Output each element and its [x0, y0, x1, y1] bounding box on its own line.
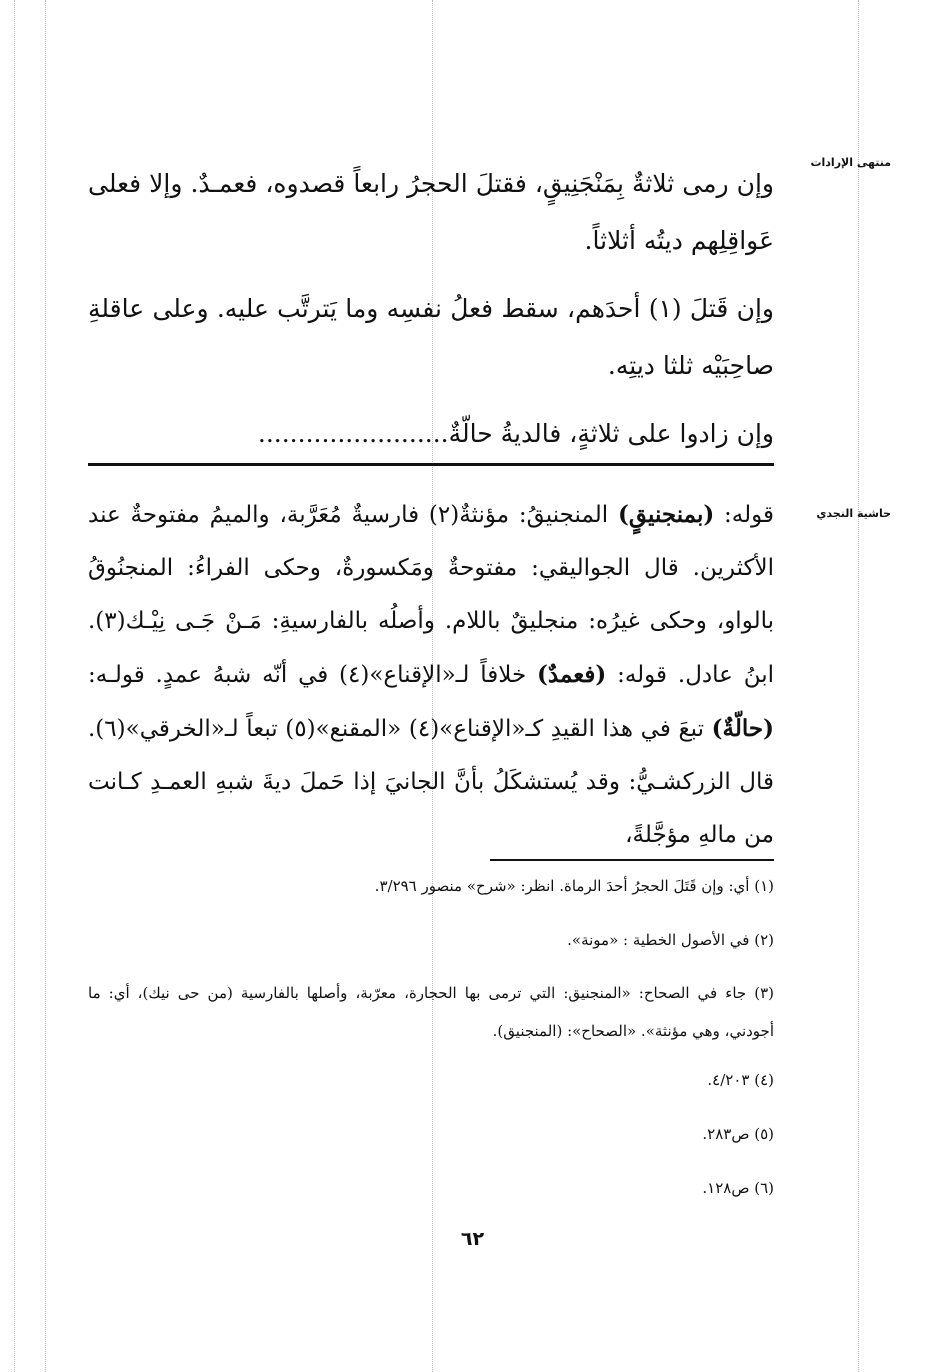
commentary-paragraph — [88, 488, 774, 862]
main-paragraph: وإن قَتلَ (١) أحدَهم، سقط فعلُ نفسِه وما يَترتَّب عليه. وعلى عاقلةِ صاحِبَيْه ثلثا ديتِه. — [88, 294, 774, 380]
section-divider — [88, 463, 774, 466]
footnotes — [88, 866, 774, 1222]
commentary-segment: خلافاً لـ«الإقناع»(٤) في أنّه شبهُ عمدٍ. قولـه: — [88, 662, 538, 688]
footnote-divider — [490, 859, 774, 861]
commentary-segment: قوله: — [714, 502, 775, 528]
footnote: (٥) ص٢٨٣. — [702, 1125, 774, 1143]
footnote: (٤) ٤/٢٠٣. — [707, 1071, 774, 1089]
main-text — [88, 155, 774, 462]
margin-guide — [45, 0, 46, 1372]
footnote: (٣) جاء في الصحاح: «المنجنيق: التي ترمى بها الحجارة، معرّبة، وأصلها بالفارسية (من حى نيك)، أي: ما أجودني، وهي مؤنثة». «الصحاح»: (المنجنيق). — [88, 984, 774, 1040]
footnote: (٢) في الأصول الخطية : «مونة». — [567, 931, 774, 949]
commentary-segment: المنجنيقُ: مؤنثةٌ(٢) فارسيةٌ مُعَرَّبة، والميمُ مفتوحةٌ عند الأكثرين. قال الجواليقي: مفتوحةٌ ومَكسورةٌ، وحكى الفراءُ: المنجنُوقُ بالواو، وحكى غيرُه: منجليقٌ باللام. وأصلُه بالفارسيةِ: مَـنْ جَـى نِيْـك(٣). ابنُ عادل. قوله: — [88, 502, 774, 688]
commentary-keyword: (بمنجنيقٍ) — [617, 501, 715, 528]
page-number: ٦٢ — [460, 1228, 485, 1250]
commentary-text — [88, 488, 774, 862]
footnote: (١) أي: وإن قَتَلَ الحجرُ أحدَ الرماة. انظر: «شرح» منصور ٣/٢٩٦. — [374, 877, 774, 895]
side-label-commentary: حاشية النجدي — [816, 507, 891, 520]
margin-guide — [858, 0, 859, 1372]
margin-guide — [14, 0, 15, 1372]
side-label-main: منتهى الإرادات — [810, 156, 891, 169]
commentary-keyword: (حالّةٌ) — [711, 715, 774, 742]
main-paragraph: وإن رمى ثلاثةٌ بِمَنْجَنِيقٍ، فقتلَ الحجرُ رابعاً قصدوه، فعمـدٌ. وإلا فعلى عَواقِلِهم ديتُه أثلاثاً. — [88, 169, 774, 255]
main-paragraph: وإن زادوا على ثلاثةٍ، فالديةُ حالّةٌ........................ — [257, 419, 774, 448]
commentary-keyword: (فعمدٌ) — [537, 661, 607, 688]
footnote: (٦) ص١٢٨. — [702, 1179, 774, 1197]
commentary-segment: تبعَ في هذا القيدِ كـ«الإقناع»(٤) «المقنع»(٥) تبعاً لـ«الخرقي»(٦). قال الزركشـيُّ: وقد يُستشكَلُ بأنَّ الجانيَ إذا حَملَ ديةَ شبهِ العمـدِ كـانت من مالهِ مؤجَّلةً، — [88, 716, 774, 848]
